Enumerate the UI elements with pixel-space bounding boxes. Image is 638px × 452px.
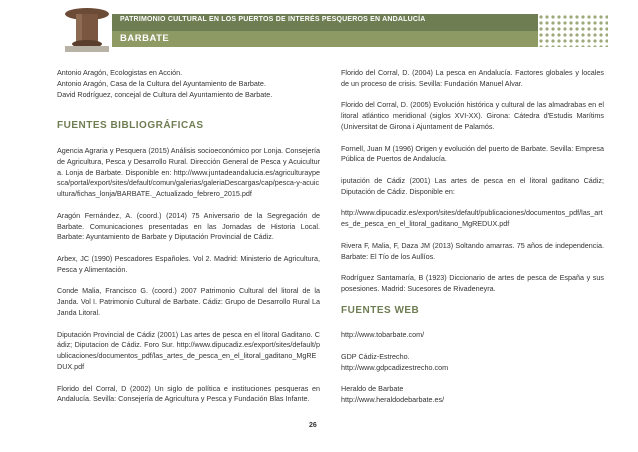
header-bar-bottom xyxy=(112,31,538,47)
intro-line: David Rodríguez, concejal de Cultura del Ayuntamiento de Barbate. xyxy=(57,89,273,99)
wave-pattern-icon xyxy=(538,14,608,47)
page-header xyxy=(0,0,638,58)
intro-line: Antonio Aragón, Casa de la Cultura del Ayuntamiento de Barbate. xyxy=(57,78,266,88)
reference-item: Florido del Corral, D. (2005) Evolución histórica y cultural de las almadrabas en el litoral atlántico meridional (siglos XVI-XX). Girona: Cátedra d'Estudis Marítims (Universitat de Girona i Ajuntament de Palamós. xyxy=(341,100,604,131)
reference-item: Agencia Agraria y Pesquera (2015) Análisis socioeconómico por Lonja. Consejería de Agricultura, Pesca y Desarrollo Rural. Dirección General de Pesca y Acuicultura. Lonja de Barbate. Disponible en: http://www.juntadeandalucia.es/agriculturaypesca/portal/export/sites/default/comun/galerias/galeriaDescargas/cap/pesca-y-acuicultura/fichas_lonja/BARBATE._Actualizado_febrero_2015.pdf xyxy=(57,145,320,199)
reference-item: Conde Malia, Francisco G. (coord.) 2007 Patrimonio Cultural del litoral de la Janda. Vol I. Patrimonio Cultural de Barbate. Cádiz: Grupo de Desarrollo Rural La Janda Litoral. xyxy=(57,286,320,317)
web-label: Heraldo de Barbate xyxy=(341,384,404,394)
bollard-icon xyxy=(62,6,112,52)
reference-url[interactable]: http://www.dipucadiz.es/export/sites/default/publicaciones/documentos_pdf/las_artes_de_pesca_en_el_litoral_gaditano_MgREDUX.pdf xyxy=(341,208,603,229)
section-heading-bibliography: FUENTES BIBLIOGRÁFICAS xyxy=(57,120,204,132)
reference-item: Arbex, JC (1990) Pescadores Españoles. Vol 2. Madrid: Ministerio de Agricultura, Pesca y Alimentación. xyxy=(57,253,320,274)
reference-item: Rivera F, Malia, F, Daza JM (2013) Soltando amarras. 75 años de independencia. Barbate: El Tío de los Aullíos. xyxy=(341,240,604,261)
reference-item: Diputación Provincial de Cádiz (2001) Las artes de pesca en el litoral Gaditano. Cádiz; Diputacion de Cádiz. Foro Sur. http://www.dipucadiz.es/export/sites/default/publicaciones/documentos_pdf/las_artes_de_pesca_en_el_litoral_gaditano_MgREDUX.pdf xyxy=(57,329,320,371)
web-link[interactable]: http://www.gdpcadizestrecho.com xyxy=(341,362,449,372)
reference-item: Rodríguez Santamaría, B (1923) Diccionario de artes de pesca de España y sus posesiones. Madrid: Sucesores de Rivadeneyra. xyxy=(341,273,604,293)
series-title: PATRIMONIO CULTURAL EN LOS PUERTOS DE INTERÉS PESQUEROS EN ANDALUCÍA xyxy=(120,16,426,23)
reference-item: iputación de Cádiz (2001) Las artes de pesca en el litoral gaditano Cádiz; Diputación de Cádiz. Disponible en: xyxy=(341,175,604,196)
web-link[interactable]: http://www.tobarbate.com/ xyxy=(341,330,425,340)
web-label: GDP Cádiz-Estrecho. xyxy=(341,351,410,361)
section-heading-web: FUENTES WEB xyxy=(341,304,420,316)
reference-item: Florido del Corral, D (2002) Un siglo de política e instituciones pesqueras en Andalucía. Sevilla: Consejería de Agricultura y Pesca y Fundación Blas Infante. xyxy=(57,383,320,404)
web-link[interactable]: http://www.heraldodebarbate.es/ xyxy=(341,395,445,405)
reference-item: Fornell, Juan M (1996) Origen y evolución del puerto de Barbate. Sevilla: Empresa Pública de Puertos de Andalucía. xyxy=(341,143,604,164)
reference-item: Aragón Fernández, A. (coord.) (2014) 75 Aniversario de la Segregación de Barbate. Comunicaciones presentadas en las Jornadas de Historia Local. Barbate: Ayuntamiento de Barbate y Diputación Provincial de Cádiz. xyxy=(57,210,320,242)
intro-line: Antonio Aragón, Ecologistas en Acción. xyxy=(57,68,183,77)
town-title: BARBATE xyxy=(120,33,170,44)
page-number: 26 xyxy=(309,422,317,429)
left-column xyxy=(57,68,320,416)
right-column xyxy=(341,68,604,417)
reference-item: Florido del Corral, D. (2004) La pesca en Andalucía. Factores globales y locales de un proceso de crisis. Sevilla: Fundación Manuel Alvar. xyxy=(341,68,604,88)
